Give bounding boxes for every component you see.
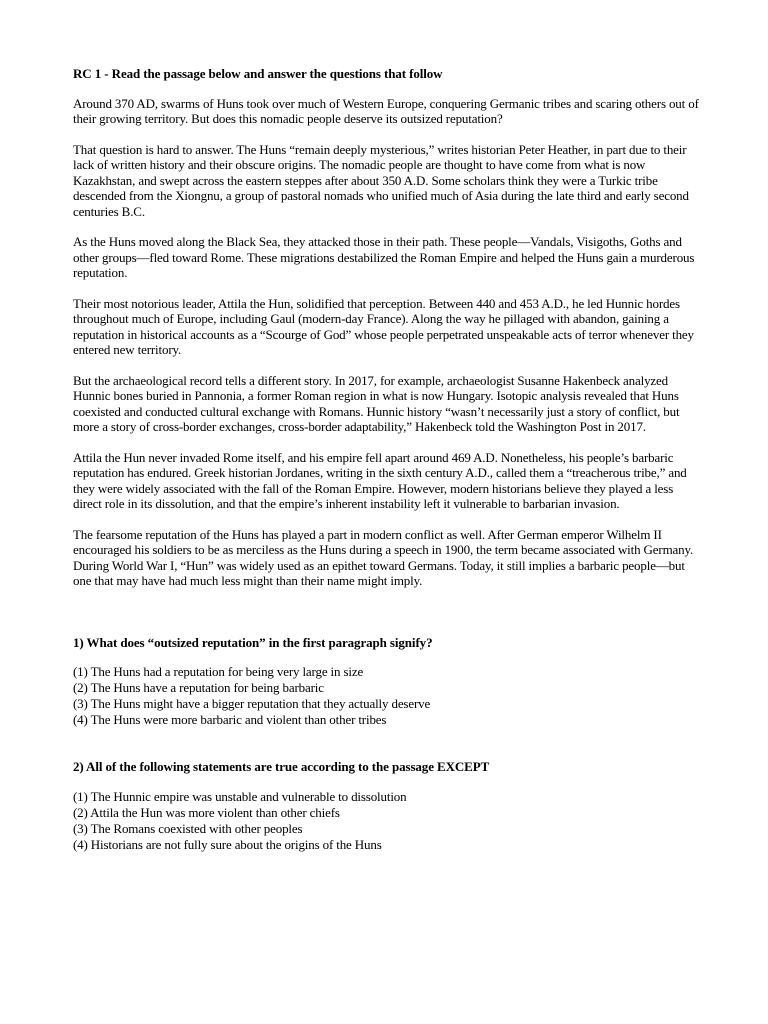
question-2-option-4: (4) Historians are not fully sure about the origins of the Huns [73, 836, 382, 852]
passage-heading: RC 1 - Read the passage below and answer the questions that follow [73, 66, 443, 81]
question-2-prompt: 2) All of the following statements are true according to the passage EXCEPT [73, 759, 490, 774]
question-1-options [73, 664, 701, 728]
question-1-option-2: (2) The Huns have a reputation for being barbaric [73, 680, 324, 695]
question-1-prompt: 1) What does “outsized reputation” in the first paragraph signify? [73, 634, 433, 650]
passage-paragraph-3: As the Huns moved along the Black Sea, they attacked those in their path. These people—Vandals, Visigoths, Goths and other groups—fled toward Rome. These migrations destabilized the Roman Empire and helped the Huns gain a murderous reputation. [73, 234, 695, 280]
question-1-option-3: (3) The Huns might have a bigger reputation that they actually deserve [73, 696, 431, 711]
question-2-option-1: (1) The Hunnic empire was unstable and vulnerable to dissolution [73, 788, 407, 804]
section-spacer [73, 604, 701, 635]
passage-paragraph-5: But the archaeological record tells a different story. In 2017, for example, archaeologist Susanne Hakenbeck analyzed Hunnic bones buried in Pannonia, a former Roman region in what is now Hungary. Isotopic analysis revealed that Huns coexisted and conducted cultural exchange with Romans. Hunnic history “wasn’t necessarily just a story of conflict, but more a story of cross-border exchanges, cross-border adaptability,” Hakenbeck told the Washington Post in 2017. [73, 372, 680, 434]
question-2-option-2: (2) Attila the Hun was more violent than other chiefs [73, 804, 340, 820]
passage-paragraph-4: Their most notorious leader, Attila the Hun, solidified that perception. Between 440 and 453 A.D., he led Hunnic hordes throughout much of Europe, including Gaul (modern-day France). Along the way he pillaged with abandon, gaining a reputation in historical accounts as a “Scourge of God” whose people perpetrated unspeakable acts of terror whenever they entered new territory. [73, 295, 694, 357]
passage-paragraph-7: The fearsome reputation of the Huns has played a part in modern conflict as well. After German emperor Wilhelm II encouraged his soldiers to be as merciless as the Huns during a speech in 1900, the term became associated with Germany. During World War I, “Hun” was widely used as an epithet toward Germans. Today, it still implies a barbaric people—but one that may have had much less might than their name might imply. [73, 526, 694, 588]
passage-paragraph-6: Attila the Hun never invaded Rome itself, and his empire fell apart around 469 A.D. Nonetheless, his people’s barbaric reputation has endured. Greek historian Jordanes, writing in the sixth century A.D., called them a “treacherous tribe,” and they were widely associated with the fall of the Roman Empire. However, modern historians believe they played a less direct role in its dissolution, and that the empire’s inherent instability left it vulnerable to barbarian invasion. [73, 449, 687, 511]
passage-paragraph-2: That question is hard to answer. The Huns “remain deeply mysterious,” writes historian Peter Heather, in part due to their lack of written history and their obscure origins. The nomadic people are thought to have come from what is now Kazakhstan, and swept across the eastern steppes after about 350 A.D. Some scholars think they were a Turkic tribe descended from the Xiongnu, a group of pastoral nomads who unified much of Asia during the late third and early second centuries B.C. [73, 141, 689, 219]
document-page [73, 66, 701, 884]
question-1-option-4: (4) The Huns were more barbaric and violent than other tribes [73, 712, 387, 727]
question-1-option-1: (1) The Huns had a reputation for being very large in size [73, 664, 364, 679]
question-2-option-3: (3) The Romans coexisted with other peoples [73, 820, 303, 836]
passage-paragraph-1: Around 370 AD, swarms of Huns took over much of Western Europe, conquering Germanic tribes and scaring others out of their growing territory. But does this nomadic people deserve its outsized reputation? [73, 95, 699, 126]
question-2-options [73, 789, 701, 853]
